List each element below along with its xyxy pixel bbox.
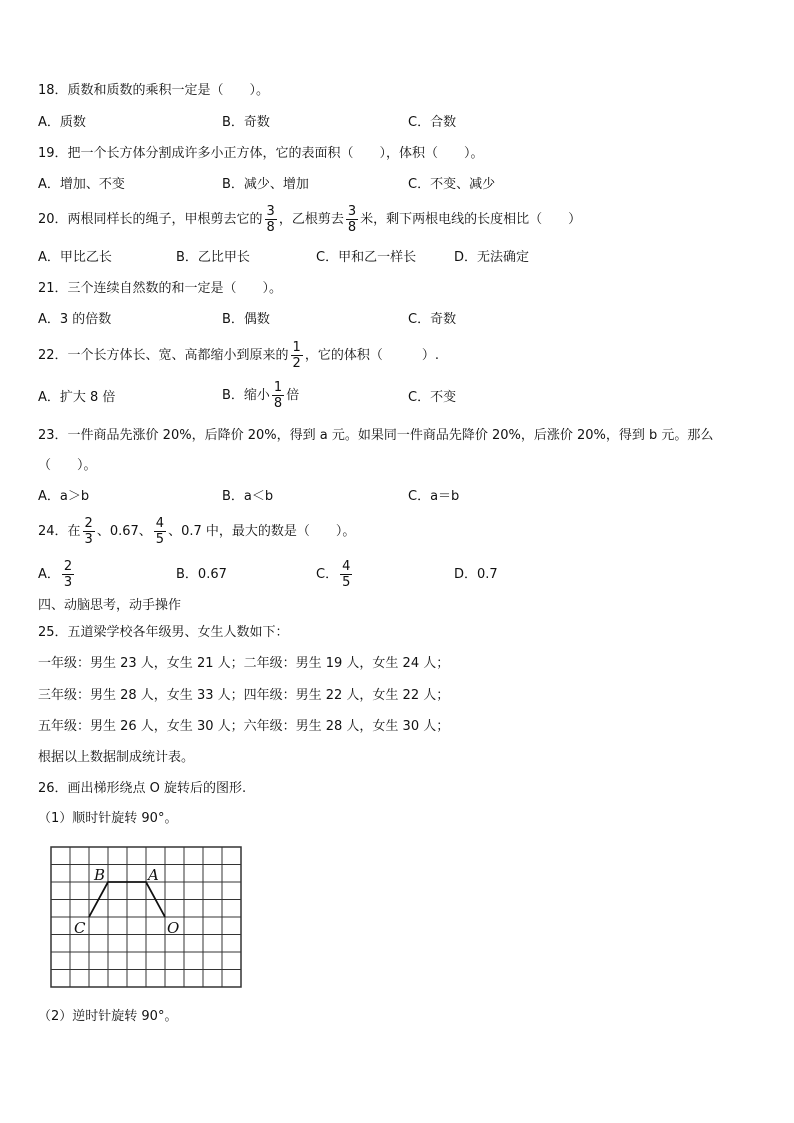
q24-stem-part-c: 、0.7 中，最大的数是（ ）。 [168, 524, 356, 539]
q24-stem-part-a: 24．在 [38, 524, 81, 539]
q21-option-b: B．偶数 [222, 312, 270, 327]
q24-option-c-fraction [340, 559, 352, 590]
label-c: C [74, 919, 86, 937]
q23-option-b: B．a＜b [222, 489, 274, 504]
q24-option-a-label: A． [38, 567, 60, 582]
q20-option-c: C．甲和乙一样长 [316, 250, 417, 265]
q26-part-1: （1）顺时针旋转 90°。 [38, 811, 178, 826]
q22-option-b-part-b: 倍 [286, 388, 300, 403]
fraction-denominator: 8 [273, 396, 283, 411]
question-22-stem [38, 340, 439, 372]
q19-option-b: B．减少、增加 [222, 177, 309, 192]
question-25-stem: 25．五道梁学校各年级男、女生人数如下： [38, 625, 289, 640]
q19-option-a: A．增加、不变 [38, 177, 125, 192]
q24-option-c [316, 559, 354, 591]
q22-fraction [291, 340, 303, 371]
q25-data-row-3: 五年级：男生 26 人，女生 30 人；六年级：男生 28 人，女生 30 人； [38, 719, 450, 734]
label-b: B [94, 866, 106, 884]
q25-data-row-2: 三年级：男生 28 人，女生 33 人；四年级：男生 22 人，女生 22 人； [38, 688, 450, 703]
fraction-numerator: 2 [84, 516, 93, 531]
grid-lines [51, 847, 241, 987]
fraction-denominator: 5 [342, 575, 351, 590]
fraction-numerator: 1 [292, 340, 301, 355]
label-a: A [148, 866, 159, 884]
q24-option-d: D．0.7 [454, 567, 498, 582]
question-26-stem: 26．画出梯形绕点 O 旋转后的图形. [38, 781, 247, 796]
q18-option-c: C．合数 [408, 115, 457, 130]
fraction-numerator: 4 [155, 516, 165, 531]
q22-option-b [222, 380, 299, 412]
q19-option-c: C．不变、减少 [408, 177, 496, 192]
q20-option-b: B．乙比甲长 [176, 250, 250, 265]
question-23-stem-line-1: 23．一件商品先涨价 20%，后降价 20%，得到 a 元。如果同一件商品先降价 20%，后涨价 20%，得到 b 元。那么 [38, 428, 714, 443]
q20-option-a: A．甲比乙长 [38, 250, 112, 265]
question-18-stem: 18．质数和质数的乘积一定是（ ）。 [38, 83, 270, 98]
fraction-numerator: 2 [63, 559, 73, 574]
label-o: O [167, 919, 180, 937]
q23-option-a: A．a＞b [38, 489, 90, 504]
q24-option-b: B．0.67 [176, 567, 227, 582]
question-21-stem: 21．三个连续自然数的和一定是（ ）。 [38, 281, 283, 296]
fraction-numerator: 3 [266, 204, 275, 219]
q22-option-c: C．不变 [408, 390, 457, 405]
question-24-stem [38, 516, 355, 548]
section-heading: 四、动脑思考，动手操作 [38, 598, 182, 613]
q24-option-a [38, 559, 76, 591]
fraction-denominator: 5 [155, 532, 165, 547]
q24-fraction-2 [154, 516, 166, 547]
fraction-denominator: 3 [63, 575, 73, 590]
q24-option-a-fraction [62, 559, 74, 590]
q22-stem-part-a: 22．一个长方体长、宽、高都缩小到原来的 [38, 348, 289, 363]
q25-task: 根据以上数据制成统计表。 [38, 750, 195, 765]
q23-option-c: C．a＝b [408, 489, 460, 504]
q18-option-a: A．质数 [38, 115, 86, 130]
q26-part-2: （2）逆时针旋转 90°。 [38, 1009, 178, 1024]
q20-option-d: D．无法确定 [454, 250, 530, 265]
q20-stem-part-b: ，乙根剪去 [278, 212, 344, 227]
q20-stem-part-c: 米，剩下两根电线的长度相比（ ） [360, 212, 582, 227]
q24-stem-part-b: 、0.67、 [96, 524, 152, 539]
q21-option-a: A．3 的倍数 [38, 312, 112, 327]
q22-option-a: A．扩大 8 倍 [38, 390, 116, 405]
q25-data-row-1: 一年级：男生 23 人，女生 21 人；二年级：男生 19 人，女生 24 人； [38, 656, 450, 671]
fraction-denominator: 2 [292, 356, 301, 371]
q22-stem-part-b: ，它的体积（ ）. [304, 348, 439, 363]
question-20-stem [38, 204, 581, 236]
fraction-numerator: 4 [342, 559, 351, 574]
q22-option-b-fraction [272, 380, 284, 411]
fraction-denominator: 8 [347, 220, 357, 235]
rotation-grid [50, 846, 246, 992]
fraction-denominator: 3 [84, 532, 93, 547]
q24-option-c-label: C． [316, 567, 339, 582]
q18-option-b: B．奇数 [222, 115, 270, 130]
question-23-stem-line-2: （ ）。 [38, 458, 97, 473]
q22-option-b-part-a: B．缩小 [222, 388, 270, 403]
question-19-stem: 19．把一个长方体分割成许多小正方体，它的表面积（ ），体积（ ）。 [38, 146, 484, 161]
fraction-numerator: 1 [273, 380, 283, 395]
q20-stem-part-a: 20．两根同样长的绳子，甲根剪去它的 [38, 212, 263, 227]
fraction-numerator: 3 [347, 204, 357, 219]
q20-fraction-2 [346, 204, 358, 235]
q21-option-c: C．奇数 [408, 312, 457, 327]
q24-fraction-1 [83, 516, 95, 547]
fraction-denominator: 8 [266, 220, 275, 235]
q20-fraction-1 [265, 204, 277, 235]
